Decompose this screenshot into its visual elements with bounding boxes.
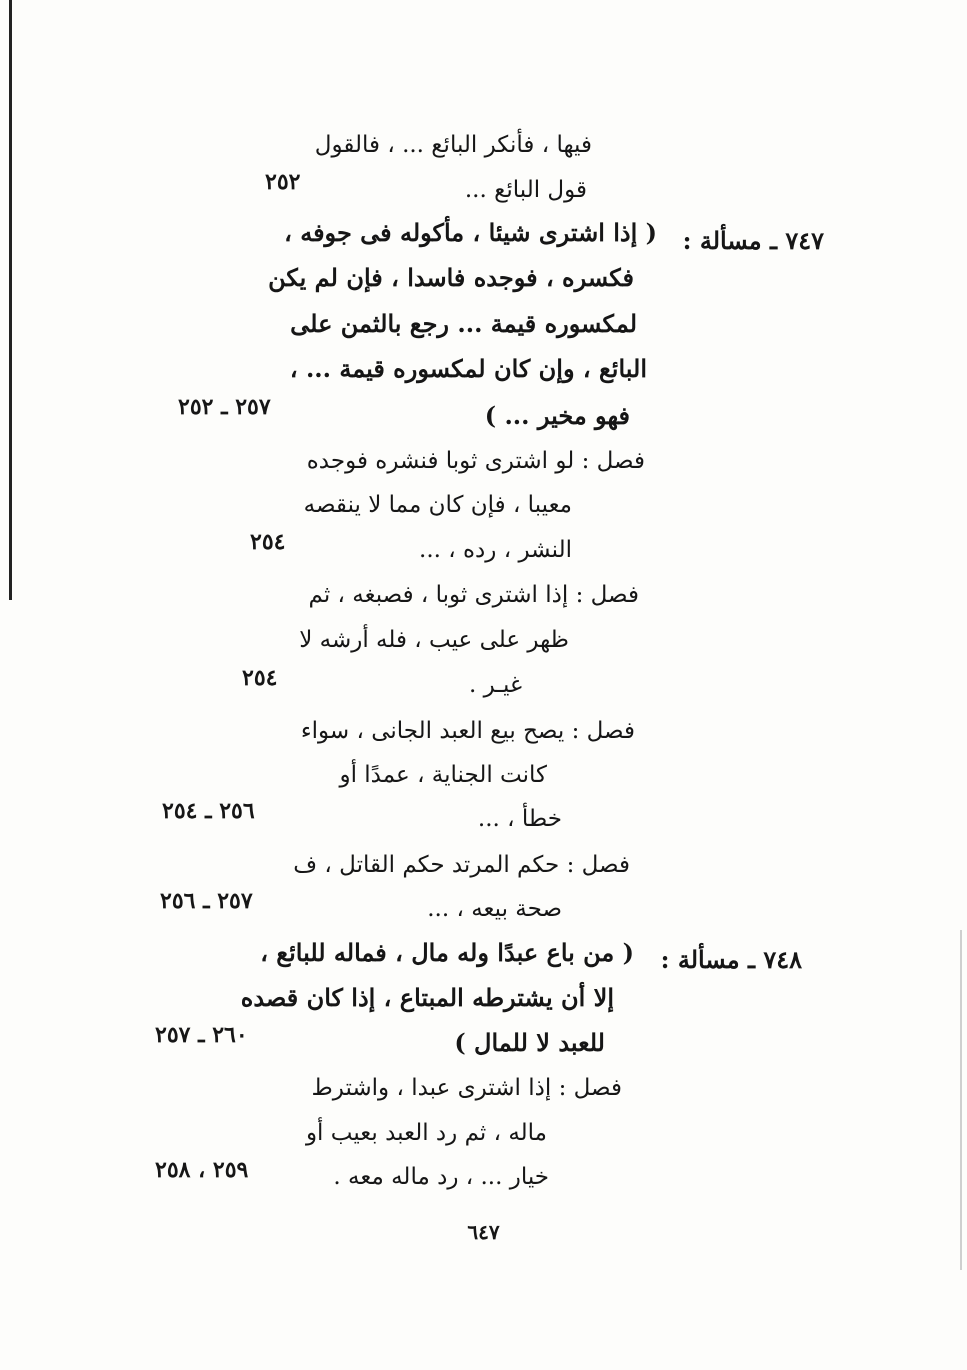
page-reference: ٢٦٠ ـ ٢٥٧ <box>155 1022 248 1048</box>
page-reference: ٢٥٧ ـ ٢٥٦ <box>160 888 253 914</box>
text-line: غيـر . <box>468 672 522 698</box>
scan-edge-right <box>960 930 962 1270</box>
page-number: ٦٤٧ <box>467 1220 500 1244</box>
text-line: للعبد لا للمال ) <box>454 1028 605 1057</box>
text-line: ( من باع عبدًا وله مال ، فماله للبائع ، <box>260 938 634 967</box>
text-line: إلا أن يشترطه المبتاع ، إذا كان قصده <box>240 983 614 1012</box>
text-line: ظهر على عيب ، فله أرشه لا <box>299 627 569 653</box>
text-line: النشر ، رده ، ... <box>419 537 572 563</box>
text-line: البائع ، وإن كان لمكسوره قيمة ... ، <box>289 354 647 383</box>
text-line: فصل : إذا اشترى ثوبا ، فصبغه ، ثم <box>308 582 639 608</box>
page-reference: ٢٥٤ <box>250 529 286 555</box>
text-line: خيار ... ، رد ماله معه . <box>333 1164 549 1190</box>
text-line: فهو مخير ... ) <box>484 401 630 430</box>
page-reference: ٢٥٩ ، ٢٥٨ <box>155 1157 249 1183</box>
text-line: فصل : إذا اشترى عبدا ، واشترط <box>311 1075 622 1101</box>
text-line: كانت الجناية ، عمدًا أو <box>339 762 547 788</box>
text-line: قول البائع ... <box>464 177 587 203</box>
text-line: فصل : لو اشترى ثوبا فنشره فوجده <box>306 448 645 474</box>
text-line: لمكسوره قيمة ... رجع بالثمن على <box>290 309 637 338</box>
text-line: معيبا ، فإن كان مما لا ينقصه <box>303 492 572 518</box>
text-line: خطأ ، ... <box>477 806 562 832</box>
text-line: ( إذا اشترى شيئا ، مأكوله فى جوفه ، <box>284 218 657 247</box>
page-reference: ٢٥٦ ـ ٢٥٤ <box>162 798 255 824</box>
masala-heading: ٧٤٨ ـ مسألة : <box>660 945 802 974</box>
page-reference: ٢٥٢ <box>265 169 301 195</box>
masala-heading: ٧٤٧ ـ مسألة : <box>682 226 824 255</box>
text-line: ماله ، ثم رد العبد بعيب أو <box>305 1120 547 1146</box>
page-reference: ٢٥٧ ـ ٢٥٢ <box>178 394 271 420</box>
text-line: فكسره ، فوجده فاسدا ، فإن لم يكن <box>268 263 634 292</box>
text-line: فصل : يصح بيع العبد الجانى ، سواء <box>300 718 635 744</box>
text-line: فصل : حكم المرتد حكم القاتل ، ف <box>293 852 630 878</box>
page-reference: ٢٥٤ <box>242 665 278 691</box>
scan-edge-left <box>9 0 12 600</box>
text-line: صحة بيعه ، ... <box>427 896 562 922</box>
text-line: فيها ، فأنكر البائع ... ، فالقول <box>314 132 592 158</box>
